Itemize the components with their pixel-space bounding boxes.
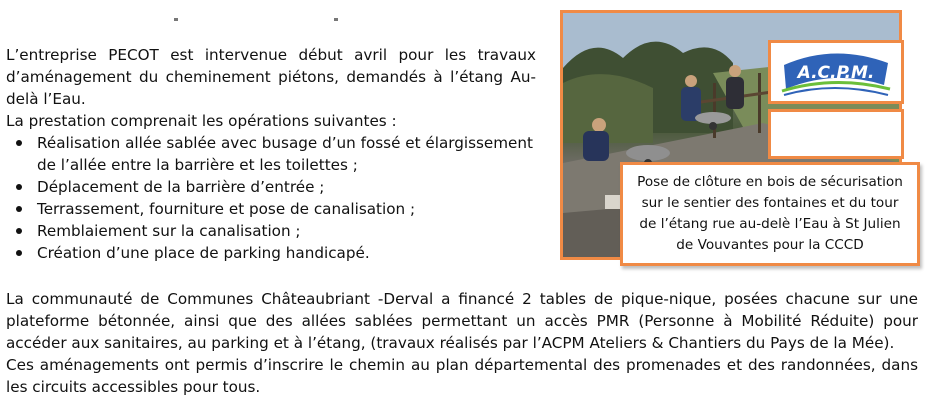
logo-text: A.C.P.M. — [797, 63, 875, 83]
acpm-logo-mark — [774, 45, 898, 99]
list-item: Remblaiement sur la canalisation ; — [6, 220, 536, 242]
acpm-logo — [768, 40, 904, 104]
operations-list — [6, 132, 536, 264]
intro-paragraph: L’entreprise PECOT est intervenue début avril pour les travaux d’aménagement du cheminement piétons, demandés à l’étang Au-delà l’Eau. — [6, 46, 536, 108]
intro-section — [6, 44, 536, 264]
list-item: Création d’une place de parking handicapé. — [6, 242, 536, 264]
operations-lead: La prestation comprenait les opérations suivantes : — [6, 112, 397, 130]
outro-paragraph-2: Ces aménagements ont permis d’inscrire le chemin au plan départemental des promenades et des randonnées, dans les circuits accessibles pour tous. — [6, 356, 918, 396]
list-item: Déplacement de la barrière d’entrée ; — [6, 176, 536, 198]
caption-text: Pose de clôture en bois de sécurisation sur le sentier des fontaines et du tour de l’étang rue au-delè l’Eau à St Julien de Vouvantes pour la CCCD — [637, 174, 903, 253]
outro-section — [6, 288, 918, 398]
list-item: Terrassement, fourniture et pose de canalisation ; — [6, 198, 536, 220]
list-item: Réalisation allée sablée avec busage d’un fossé et élargissement de l’allée entre la barrière et les toilettes ; — [6, 132, 536, 176]
outro-paragraph-1: La communauté de Communes Châteaubriant -Derval a financé 2 tables de pique-nique, posées chacune sur une plateforme bétonnée, ainsi que des allées sablées permettant un accès PMR (Personne à Mobilité Réduite) pour accéder aux sanitaires, au parking et à l’étang, (travaux réalisés par l’ACPM Ateliers & Chantiers du Pays de la Mée). — [6, 290, 918, 352]
scan-marks — [170, 18, 370, 26]
blank-box — [768, 109, 904, 159]
photo-caption — [620, 162, 920, 266]
